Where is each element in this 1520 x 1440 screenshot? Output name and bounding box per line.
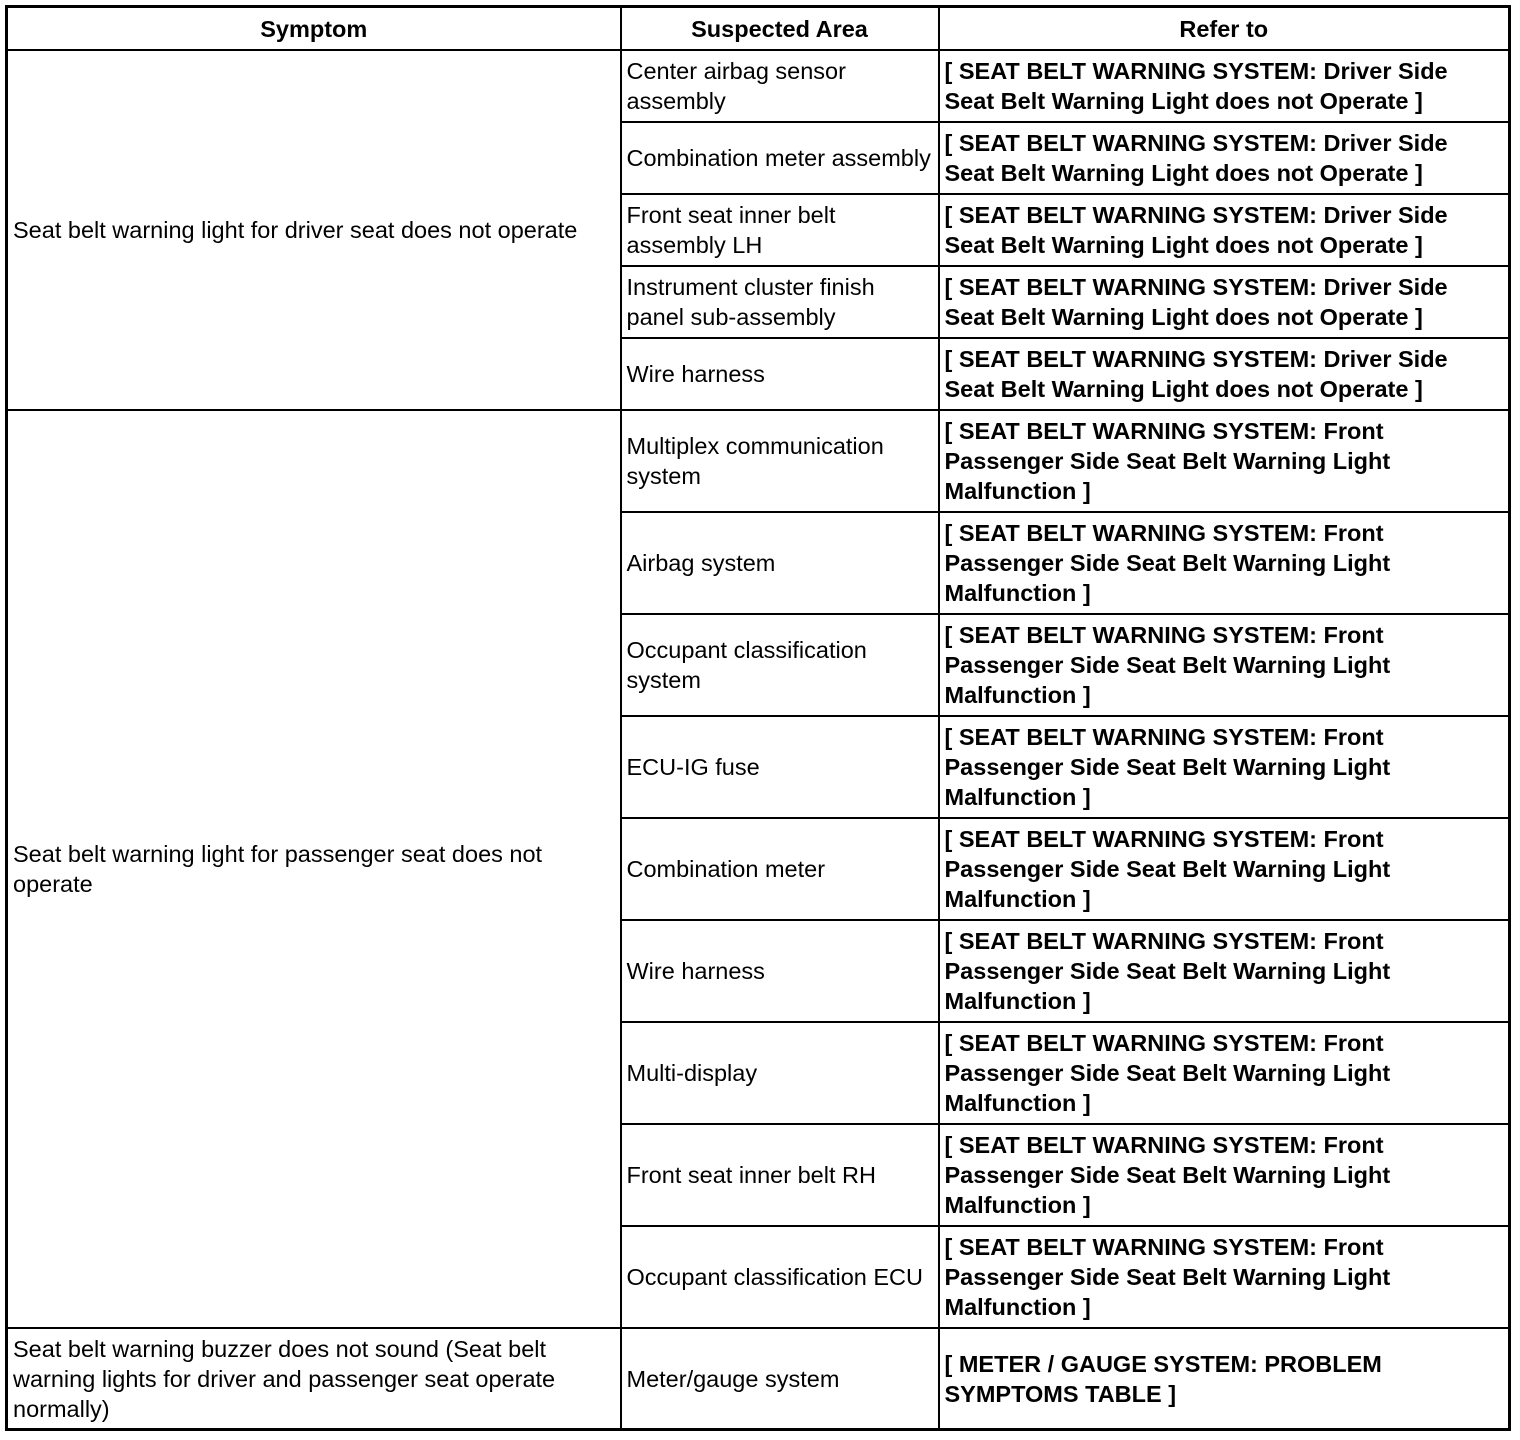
suspected-area-cell: Occupant classification ECU [621, 1226, 939, 1328]
symptom-cell: Seat belt warning light for driver seat does not operate [7, 50, 621, 410]
refer-link[interactable]: [ SEAT BELT WARNING SYSTEM: Driver Side Seat Belt Warning Light does not Operate ] [939, 338, 1510, 410]
refer-link[interactable]: [ SEAT BELT WARNING SYSTEM: Driver Side Seat Belt Warning Light does not Operate ] [939, 50, 1510, 122]
refer-link[interactable]: [ METER / GAUGE SYSTEM: PROBLEM SYMPTOMS TABLE ] [939, 1328, 1510, 1430]
suspected-area-cell: Wire harness [621, 920, 939, 1022]
suspected-area-cell: Center airbag sensor assembly [621, 50, 939, 122]
table-row [7, 50, 1510, 122]
refer-link[interactable]: [ SEAT BELT WARNING SYSTEM: Front Passenger Side Seat Belt Warning Light Malfunction ] [939, 1022, 1510, 1124]
symptom-cell: Seat belt warning buzzer does not sound (Seat belt warning lights for driver and passenger seat operate normally) [7, 1328, 621, 1430]
header-symptom: Symptom [7, 7, 621, 51]
suspected-area-cell: Multiplex communication system [621, 410, 939, 512]
refer-link[interactable]: [ SEAT BELT WARNING SYSTEM: Driver Side Seat Belt Warning Light does not Operate ] [939, 122, 1510, 194]
refer-link[interactable]: [ SEAT BELT WARNING SYSTEM: Front Passenger Side Seat Belt Warning Light Malfunction ] [939, 818, 1510, 920]
header-refer-to: Refer to [939, 7, 1510, 51]
suspected-area-cell: Front seat inner belt assembly LH [621, 194, 939, 266]
refer-link[interactable]: [ SEAT BELT WARNING SYSTEM: Front Passenger Side Seat Belt Warning Light Malfunction ] [939, 410, 1510, 512]
suspected-area-cell: Combination meter assembly [621, 122, 939, 194]
suspected-area-cell: ECU-IG fuse [621, 716, 939, 818]
header-row [7, 7, 1510, 51]
table-row [7, 410, 1510, 512]
refer-link[interactable]: [ SEAT BELT WARNING SYSTEM: Driver Side Seat Belt Warning Light does not Operate ] [939, 194, 1510, 266]
suspected-area-cell: Combination meter [621, 818, 939, 920]
suspected-area-cell: Wire harness [621, 338, 939, 410]
refer-link[interactable]: [ SEAT BELT WARNING SYSTEM: Front Passenger Side Seat Belt Warning Light Malfunction ] [939, 1226, 1510, 1328]
header-suspected-area: Suspected Area [621, 7, 939, 51]
suspected-area-cell: Airbag system [621, 512, 939, 614]
suspected-area-cell: Meter/gauge system [621, 1328, 939, 1430]
suspected-area-cell: Front seat inner belt RH [621, 1124, 939, 1226]
suspected-area-cell: Multi-display [621, 1022, 939, 1124]
symptom-cell: Seat belt warning light for passenger seat does not operate [7, 410, 621, 1328]
table-row [7, 1328, 1510, 1430]
problem-symptoms-table [5, 5, 1511, 1431]
refer-link[interactable]: [ SEAT BELT WARNING SYSTEM: Front Passenger Side Seat Belt Warning Light Malfunction ] [939, 920, 1510, 1022]
refer-link[interactable]: [ SEAT BELT WARNING SYSTEM: Front Passenger Side Seat Belt Warning Light Malfunction ] [939, 1124, 1510, 1226]
refer-link[interactable]: [ SEAT BELT WARNING SYSTEM: Front Passenger Side Seat Belt Warning Light Malfunction ] [939, 614, 1510, 716]
suspected-area-cell: Occupant classification system [621, 614, 939, 716]
refer-link[interactable]: [ SEAT BELT WARNING SYSTEM: Front Passenger Side Seat Belt Warning Light Malfunction ] [939, 512, 1510, 614]
refer-link[interactable]: [ SEAT BELT WARNING SYSTEM: Driver Side Seat Belt Warning Light does not Operate ] [939, 266, 1510, 338]
suspected-area-cell: Instrument cluster finish panel sub-assembly [621, 266, 939, 338]
refer-link[interactable]: [ SEAT BELT WARNING SYSTEM: Front Passenger Side Seat Belt Warning Light Malfunction ] [939, 716, 1510, 818]
